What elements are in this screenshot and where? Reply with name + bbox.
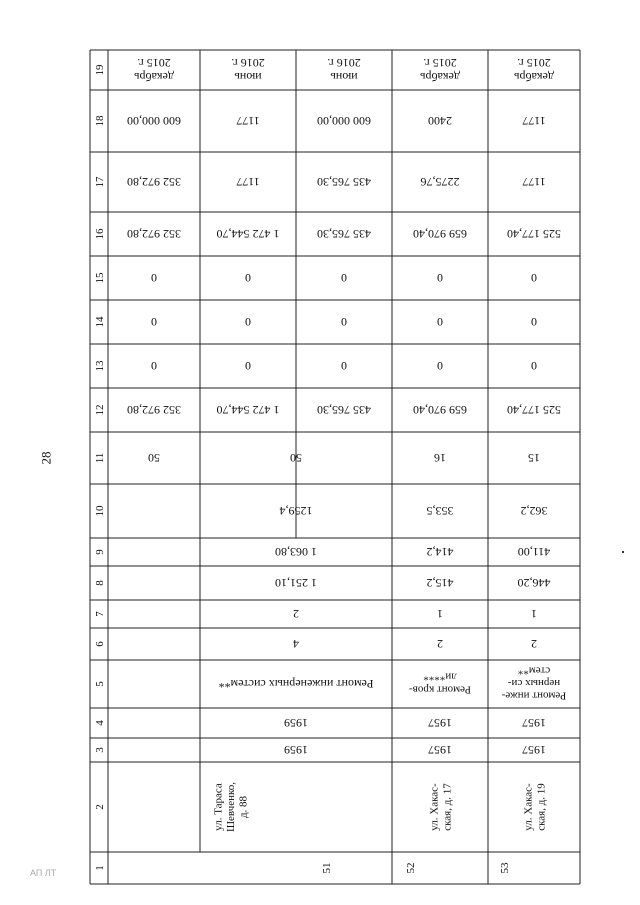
cell-52-c14: 0 [437,315,443,329]
cell-53-c5: Ремонт инже-нерных си-стем** [501,664,567,702]
cell-cont-c15: 0 [151,271,157,285]
cell-51a-c16: 1 472 544,70 [216,227,280,241]
column-header-18: 18 [94,115,106,127]
cell-52-c10: 353,5 [426,504,454,518]
cell-53-c15: 0 [531,271,537,285]
cell-53-c8: 446,20 [517,576,551,590]
column-header-5: 5 [94,681,106,687]
table-texts [94,56,566,873]
cell-53-c19: декабрь2015 г. [514,56,554,84]
cell-53-c13: 0 [531,359,537,373]
cell-53-c14: 0 [531,315,537,329]
cell-52-c4: 1957 [428,716,452,730]
cell-53-c16: 525 177,40 [507,227,561,241]
cell-51a-c18: 1177 [236,114,260,128]
column-header-17: 17 [94,176,106,188]
cell-52-c3: 1957 [428,743,452,757]
cell-cont-c16: 352 972,80 [127,227,181,241]
cell-53-c12: 525 177,40 [507,403,561,417]
cell-53-c11: 15 [528,451,540,465]
cell-51-c9: 1 063,80 [275,545,317,559]
cell-51-c4: 1959 [284,716,308,730]
column-header-12: 12 [94,404,106,416]
cell-53-c17: 1177 [522,175,546,189]
cell-51b-c17: 435 765,30 [317,175,371,189]
cell-cont-c12: 352 972,80 [127,403,181,417]
cell-51b-c16: 435 765,30 [317,227,371,241]
page-stamp: АП ЛТ [30,868,57,878]
cell-52-c6: 2 [437,637,443,651]
cell-52-c9: 414,2 [426,545,454,559]
cell-53-c18: 1177 [522,114,546,128]
cell-52-c7: 1 [437,607,443,621]
cell-53-c6: 2 [531,637,537,651]
column-header-2: 2 [94,804,106,810]
page-number: 28 [38,451,54,465]
cell-51b-c12: 435 765,30 [317,403,371,417]
column-header-15: 15 [94,272,106,284]
cell-53-c10: 362,2 [520,504,548,518]
column-header-3: 3 [94,747,106,753]
cell-52-c13: 0 [437,359,443,373]
column-header-8: 8 [94,580,106,586]
cell-53-c1: 53 [499,862,511,874]
cell-51a-c12: 1 472 544,70 [216,403,280,417]
column-header-6: 6 [94,641,106,647]
cell-51-c5: Ремонт инженерных систем** [218,677,374,691]
cell-cont-c11: 50 [148,451,160,465]
cell-52-c5: Ремонт кров-ли**** [409,670,471,696]
cell-52-c18: 2400 [428,114,452,128]
cell-51-c2: ул. ТарасаШевченко,д. 88 [212,781,250,833]
cell-51-c10: 1259,4 [279,504,313,518]
column-header-10: 10 [94,505,106,517]
cell-51a-c13: 0 [245,359,251,373]
cell-cont-c13: 0 [151,359,157,373]
cell-51a-c17: 1177 [236,175,260,189]
cell-52-c8: 415,2 [426,576,454,590]
cell-51-c6: 4 [293,637,299,651]
cell-51-c11: 50 [290,451,302,465]
cell-51b-c13: 0 [341,359,347,373]
cell-cont-c18: 600 000,00 [127,114,181,128]
column-header-16: 16 [94,228,106,240]
column-header-14: 14 [94,316,106,328]
cell-53-c7: 1 [531,607,537,621]
cell-51b-c19: июнь2016 г. [327,56,361,84]
cell-cont-c17: 352 972,80 [127,175,181,189]
cell-52-c16: 659 970,40 [413,227,467,241]
cell-51-c8: 1 251,10 [275,576,317,590]
column-header-11: 11 [94,452,106,464]
cell-51-c1: 51 [321,862,333,874]
cell-51a-c14: 0 [245,315,251,329]
cell-51-c7: 2 [293,607,299,621]
column-header-9: 9 [94,549,106,555]
cell-52-c15: 0 [437,271,443,285]
cell-51b-c14: 0 [341,315,347,329]
cell-51a-c19: июнь2016 г. [231,56,265,84]
cell-53-c2: ул. Хакас-ская, д. 19 [522,783,548,831]
cell-53-c4: 1957 [522,716,546,730]
cell-51a-c15: 0 [245,271,251,285]
cell-52-c2: ул. Хакас-ская, д. 17 [428,783,454,831]
cell-cont-c19: декабрь2015 г. [134,56,174,84]
cell-51b-c18: 600 000,00 [317,114,371,128]
cell-51-c3: 1959 [284,743,308,757]
cell-51b-c15: 0 [341,271,347,285]
cell-52-c19: декабрь2015 г. [420,56,460,84]
cell-52-c12: 659 970,40 [413,403,467,417]
cell-52-c17: 2275,76 [420,175,460,189]
column-header-19: 19 [94,64,106,76]
column-header-7: 7 [94,611,106,617]
cell-53-c9: 411,00 [517,545,551,559]
column-header-4: 4 [94,720,106,726]
column-header-13: 13 [94,360,106,372]
cell-52-c11: 16 [434,451,446,465]
column-header-1: 1 [94,865,106,871]
cell-52-c1: 52 [405,862,417,874]
cell-53-c3: 1957 [522,743,546,757]
cell-cont-c14: 0 [151,315,157,329]
